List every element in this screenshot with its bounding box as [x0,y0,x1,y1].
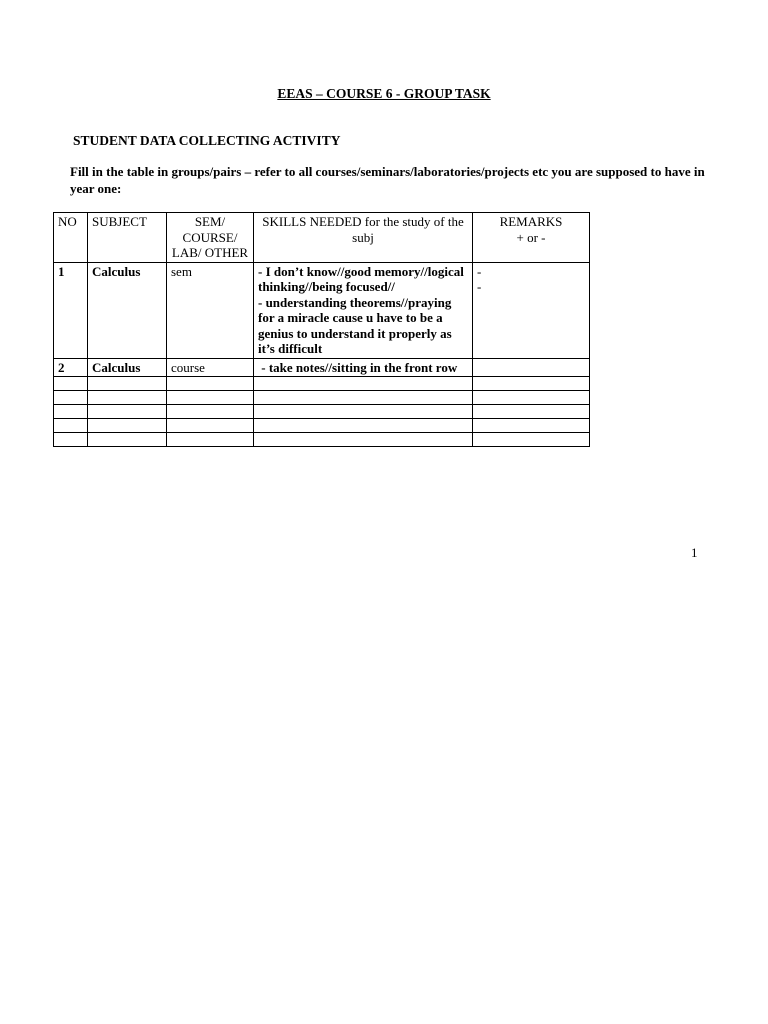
activity-heading: STUDENT DATA COLLECTING ACTIVITY [73,133,341,148]
header-remarks-label: REMARKS [499,214,563,229]
cell-no: 1 [54,262,88,358]
header-subject: SUBJECT [88,213,167,263]
document-title: EEAS – COURSE 6 - GROUP TASK [277,86,491,101]
table-header-row [54,213,590,263]
header-sem-course-lab-other: SEM/ COURSE/ LAB/ OTHER [167,213,254,263]
table-row [54,358,590,377]
empty-table-row [54,391,590,405]
empty-table-row [54,405,590,419]
header-no: NO [54,213,88,263]
cell-skills: - I don’t know//good memory//logical thinking//being focused// - understanding theorems//praying for a miracle cause u have to be a genius to understand it properly as it’s difficult [254,262,473,358]
cell-skills: - take notes//sitting in the front row [254,358,473,377]
cell-remarks: - - [473,262,590,358]
cell-no: 2 [54,358,88,377]
cell-type: course [167,358,254,377]
cell-subject: Calculus [88,358,167,377]
cell-type: sem [167,262,254,358]
empty-table-row [54,433,590,447]
page-number: 1 [691,545,698,560]
instructions-text: Fill in the table in groups/pairs – refer to all courses/seminars/laboratories/projects etc you are supposed to have in year one: [70,164,705,196]
cell-subject: Calculus [88,262,167,358]
table-row [54,262,590,358]
cell-remarks [473,358,590,377]
empty-table-row [54,419,590,433]
student-data-table [53,212,590,447]
empty-table-row [54,377,590,391]
header-remarks [473,213,590,263]
header-skills: SKILLS NEEDED for the study of the subj [254,213,473,263]
header-remarks-sub: + or - [516,229,546,245]
